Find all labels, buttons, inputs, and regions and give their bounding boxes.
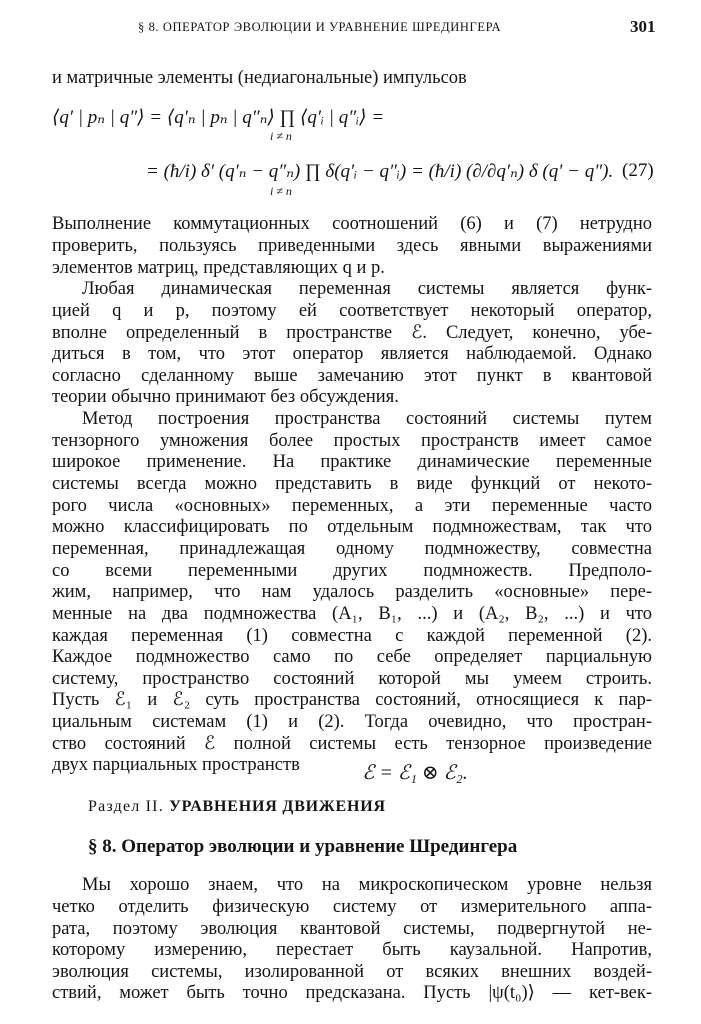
text-line: согласно сделанному выше замечанию этот пункт в квантовой	[52, 366, 652, 386]
text-line: диться в том, что этот оператор является наблюдаемой. Однако	[52, 344, 652, 364]
text-line: которому измерению, перестает быть каузальной. Напротив,	[52, 940, 652, 960]
text-line: систему, пространство состояний которой мы умеем строить.	[52, 669, 652, 689]
text-line: каждая переменная (1) совместна с каждой переменной (2).	[52, 626, 652, 646]
equation-line-1: ⟨q′ | pₙ | q″⟩ = ⟨q′ₙ | pₙ | q″ₙ⟩ ∏ ⟨q′ᵢ | q″ᵢ⟩ =	[52, 107, 385, 128]
text-line: цией q и p, поэтому ей соответствует некоторый оператор,	[52, 301, 652, 321]
text-line: четко отделить физическую систему от измерительного аппа-	[52, 897, 652, 917]
equation-number: (27)	[622, 160, 654, 181]
text-line: Любая динамическая переменная системы является функ-	[82, 279, 652, 299]
text-line: системы всегда можно представить в виде функций от некото-	[52, 474, 652, 494]
product-index-2: i ≠ n	[270, 184, 292, 198]
text-line: Пусть ℰ₁ и ℰ₂ суть пространства состояний, относящиеся к пар-	[52, 690, 652, 710]
text-line: эволюция системы, изолированной от всяких внешних воздей-	[52, 962, 652, 982]
product-index-1: i ≠ n	[270, 129, 292, 143]
text-line: элементов матриц, представляющих q и p.	[52, 258, 385, 278]
text-line: рого числа «основных» переменных, а эти переменные часто	[52, 496, 652, 516]
part-heading	[88, 798, 386, 816]
text-line: теории обычно принимают без обсуждения.	[52, 387, 399, 407]
text-line: ство состояний ℰ полной системы есть тензорное произведение	[52, 734, 652, 754]
text-line: циальным системам (1) и (2). Тогда очевидно, что простран-	[52, 712, 652, 732]
text-line: двух парциальных пространств	[52, 755, 300, 775]
text-line: проверить, пользуясь приведенными здесь явными выражениями	[52, 236, 652, 256]
text-line: вполне определенный в пространстве ℰ. Следует, конечно, убе-	[52, 323, 652, 343]
text-line: со всеми переменными других подмножеств. Предполо-	[52, 561, 652, 581]
intro-line: и матричные элементы (недиагональные) импульсов	[52, 68, 467, 88]
equation-line-2: = (ħ/i) δ′ (q′ₙ − q″ₙ) ∏ δ(q′ᵢ − q″ᵢ) = (ħ/i) (∂/∂q′ₙ) δ (q′ − q″).	[146, 161, 614, 182]
part-label: Раздел II.	[88, 798, 164, 815]
part-title: УРАВНЕНИЯ ДВИЖЕНИЯ	[169, 798, 386, 815]
text-line: Метод построения пространства состояний системы путем	[82, 409, 652, 429]
text-line: Каждое подмножество само по себе определяет парциальную	[52, 647, 652, 667]
text-line: рата, поэтому эволюция квантовой системы, подвергнутой не-	[52, 919, 652, 939]
text-line: можно классифицировать по отдельным подмножествам, так что	[52, 517, 652, 537]
text-line: ствий, может быть точно предсказана. Пусть |ψ(t₀)⟩ — кет-век-	[52, 983, 652, 1003]
section-heading: § 8. Оператор эволюции и уравнение Шредингера	[88, 836, 518, 857]
text-line: переменная, принадлежащая одному подмножеству, совместна	[52, 539, 652, 559]
text-line: Выполнение коммутационных соотношений (6) и (7) нетрудно	[52, 214, 652, 234]
page-number: 301	[630, 17, 656, 36]
running-head: § 8. ОПЕРАТОР ЭВОЛЮЦИИ И УРАВНЕНИЕ ШРЕДИНГЕРА	[138, 20, 502, 34]
text-line: Мы хорошо знаем, что на микроскопическом уровне нельзя	[82, 875, 652, 895]
text-line: жим, например, что нам удалось разделить «основные» пере-	[52, 582, 652, 602]
tensor-product-formula: ℰ = ℰ₁ ⊗ ℰ₂.	[362, 762, 468, 784]
text-line: менные на два подмножества (A₁, B₁, ...) и (A₂, B₂, ...) и что	[52, 604, 652, 624]
text-line: тензорного умножения более простых пространств имеет самое	[52, 431, 652, 451]
text-line: широкое применение. На практике динамические переменные	[52, 452, 652, 472]
